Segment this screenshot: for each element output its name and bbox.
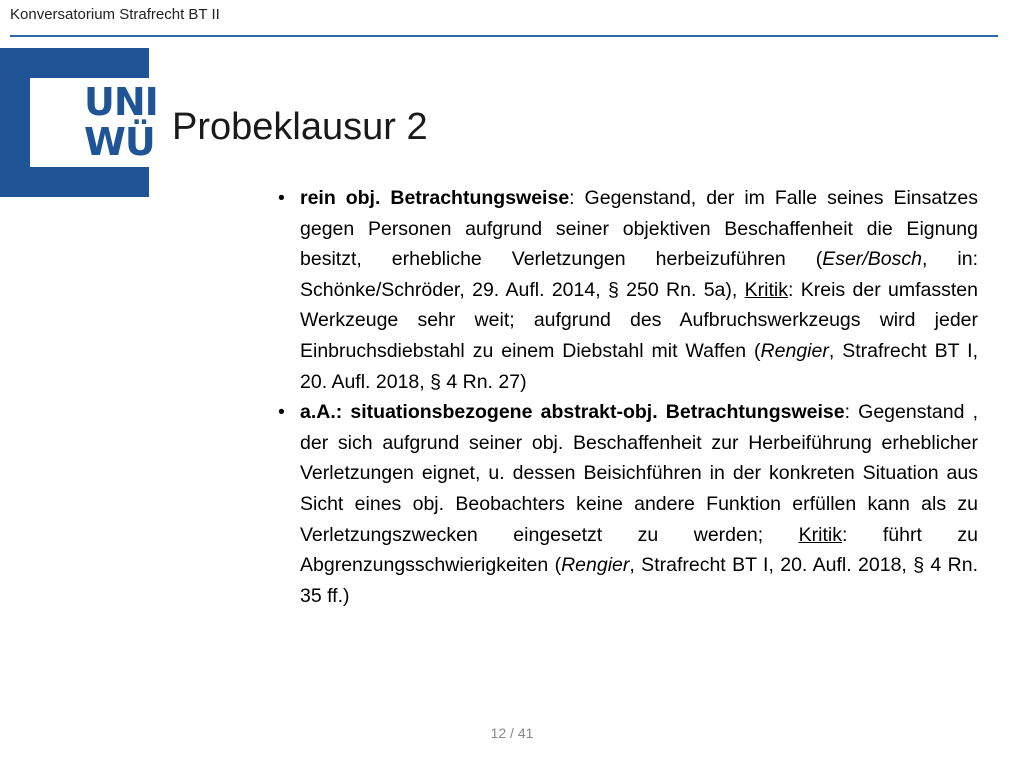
critique-label: Kritik: [744, 278, 788, 301]
header-divider: [10, 35, 998, 37]
critique-label: Kritik: [798, 523, 842, 546]
text-segment: : Kreis der umfassten Werkzeuge sehr weit; aufgrund des Aufbruchswerkzeugs wird jeder Einbruchsdiebstahl zu einem Diebstahl mit Waffen (: [300, 278, 978, 362]
bullet-lead: rein obj. Betrachtungsweise: [300, 187, 570, 209]
bullet-lead: a.A.: situationsbezogene abstrakt-obj. Betrachtungsweise: [300, 401, 845, 424]
bullet-dot-icon: •: [278, 401, 285, 424]
university-logo: [0, 48, 158, 197]
logo-line-1: UNI: [84, 80, 158, 124]
course-title: Konversatorium Strafrecht BT II: [10, 6, 220, 23]
author-citation: Rengier: [561, 554, 630, 577]
text-segment: : führt zu Abgrenzungsschwierigkeiten (: [300, 523, 978, 577]
text-segment: , Strafrecht BT I, 20. Aufl. 2018, § 4 Rn. 35 ff.): [300, 554, 978, 607]
logo-lettering: [84, 80, 158, 164]
page-indicator: 12 / 41: [490, 725, 534, 741]
author-citation: Rengier: [760, 339, 829, 362]
author-citation: Eser/Bosch: [822, 248, 922, 271]
bullet-list: [274, 183, 978, 611]
text-segment: , Strafrecht BT I, 20. Aufl. 2018, § 4 Rn. 27): [300, 339, 978, 393]
text-segment: : Gegenstand, der im Falle seines Einsatzes gegen Personen aufgrund seiner objektiven Beschaffenheit die Eignung besitzt, erhebliche Verletzungen herbeizuführen (: [300, 187, 979, 271]
bullet-text: [300, 183, 978, 397]
logo-line-2: WÜ: [84, 120, 155, 164]
bullet-text: [300, 397, 978, 611]
bullet-dot-icon: •: [278, 187, 285, 209]
text-segment: , in: Schönke/Schröder, 29. Aufl. 2014, § 250 Rn. 5a),: [300, 248, 978, 301]
text-segment: : Gegenstand , der sich aufgrund seiner obj. Beschaffenheit zur Herbeiführung erheblicher Verletzungen eignet, u. dessen Beisichführen in der konkreten Situation aus Sicht eines obj. Beobachters keine andere Funktion erfüllen kann als zu Verletzungszwecken eingesetzt zu werden;: [300, 401, 979, 546]
bullet-item-objective-view: [274, 183, 978, 397]
bullet-item-situational-view: [274, 397, 978, 611]
slide-title: Probeklausur 2: [172, 106, 428, 148]
